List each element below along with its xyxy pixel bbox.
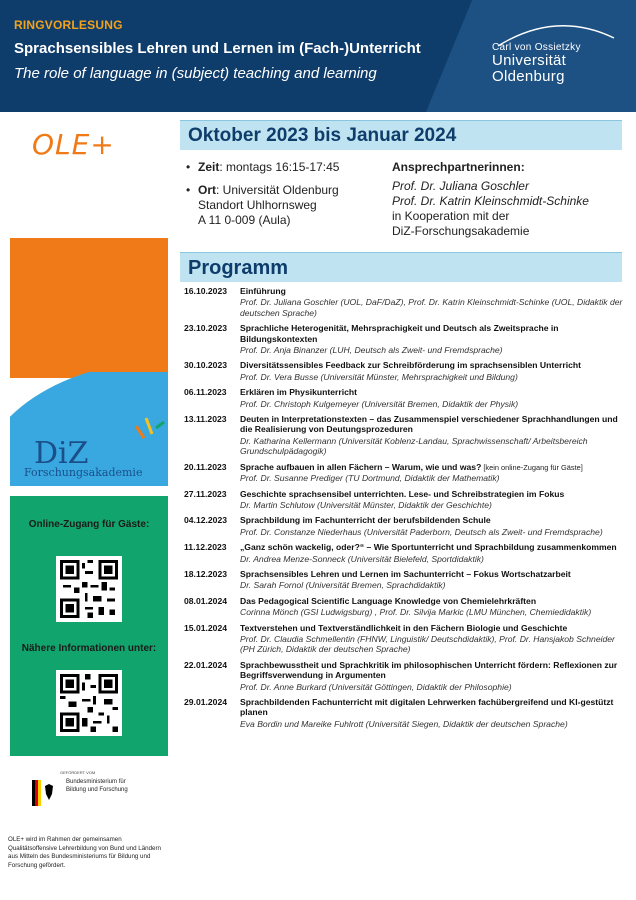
entry-title: Diversitätssensibles Feedback zur Schreibförderung im sprachsensiblen Unterricht bbox=[240, 360, 581, 371]
entry-date: 04.12.2023 bbox=[184, 515, 228, 526]
qr-code-info[interactable] bbox=[56, 670, 122, 736]
cooperation-line: in Kooperation mit der bbox=[392, 209, 510, 223]
contact-person-1: Prof. Dr. Juliana Goschler bbox=[392, 179, 529, 193]
access-panel bbox=[10, 496, 168, 756]
federal-eagle-icon bbox=[32, 780, 54, 806]
entry-body bbox=[240, 623, 628, 655]
program-entry bbox=[184, 323, 628, 355]
program-entry bbox=[184, 515, 628, 537]
event-info bbox=[186, 160, 386, 236]
entry-title-line bbox=[240, 462, 628, 473]
entry-body bbox=[240, 414, 628, 457]
program-entry bbox=[184, 489, 628, 511]
entry-date: 06.11.2023 bbox=[184, 387, 227, 398]
program-entry bbox=[184, 596, 628, 618]
entry-title-line bbox=[240, 697, 628, 719]
entry-title-line bbox=[240, 414, 628, 436]
entry-title: „Ganz schön wackelig, oder?“ – Wie Sportunterricht und Sprachbildung zusammenkommen bbox=[240, 542, 617, 553]
entry-date: 13.11.2023 bbox=[184, 414, 227, 425]
online-access-label: Online-Zugang für Gäste: bbox=[28, 519, 150, 530]
diz-mark-icon bbox=[130, 408, 168, 448]
program-heading: Programm bbox=[188, 257, 289, 279]
entry-body bbox=[240, 596, 628, 618]
entry-speaker: Prof. Dr. Anne Burkard (Universität Göttingen, Didaktik der Philosophie) bbox=[240, 681, 512, 692]
time-row bbox=[186, 160, 386, 175]
program-entry bbox=[184, 660, 628, 692]
title-german: Sprachsensibles Lehren und Lernen im (Fach-)Unterricht bbox=[14, 40, 421, 57]
header-banner bbox=[0, 0, 636, 112]
entry-note: [kein online-Zugang für Gäste] bbox=[481, 462, 583, 472]
entry-speaker: Prof. Dr. Constanze Niederhaus (Universität Paderborn, Deutsch als Zweit- und Fremdsprache) bbox=[240, 526, 603, 537]
program-list bbox=[184, 286, 628, 734]
entry-title: Deuten in Interpretationstexten – das Zusammenspiel verschiedener Sprachhandlungen und die Realisierung von Deutungsprozeduren bbox=[240, 414, 618, 435]
program-entry bbox=[184, 542, 628, 564]
qr-code-online[interactable] bbox=[56, 556, 122, 622]
entry-body bbox=[240, 489, 628, 511]
program-entry bbox=[184, 697, 628, 729]
period-heading: Oktober 2023 bis Januar 2024 bbox=[188, 125, 457, 146]
entry-speaker: Prof. Dr. Claudia Schmellentin (FHNW, Linguistik/ Deutschdidaktik), Prof. Dr. Hansjakob Schneider (PH Zürich, Didaktik der deutschen Sprache) bbox=[240, 633, 615, 655]
program-entry bbox=[184, 462, 628, 484]
entry-speaker: Dr. Andrea Menze-Sonneck (Universität Bielefeld, Sportdidaktik) bbox=[240, 553, 484, 564]
entry-title-line bbox=[240, 387, 628, 398]
university-arc-icon bbox=[496, 16, 616, 56]
entry-speaker: Prof. Dr. Juliana Goschler (UOL, DaF/DaZ), Prof. Dr. Katrin Kleinschmidt-Schinke (UOL, Didaktik der deutschen Sprache) bbox=[240, 297, 623, 318]
contacts-heading: Ansprechpartnerinnen: bbox=[392, 160, 525, 174]
entry-title-line bbox=[240, 489, 628, 500]
entry-body bbox=[240, 542, 628, 564]
contact-info bbox=[392, 160, 628, 239]
entry-speaker: Dr. Sarah Fornol (Universität Bremen, Sprachdidaktik) bbox=[240, 580, 446, 591]
university-line2: Universität bbox=[492, 52, 567, 69]
entry-body bbox=[240, 660, 628, 692]
location-row bbox=[186, 183, 386, 228]
series-tag: RINGVORLESUNG bbox=[14, 18, 123, 32]
university-logo bbox=[492, 28, 612, 85]
program-entry bbox=[184, 414, 628, 457]
entry-title-line bbox=[240, 515, 628, 526]
bmbf-logo bbox=[32, 770, 162, 820]
entry-body bbox=[240, 697, 628, 729]
diz-subtitle: Forschungsakademie bbox=[24, 466, 143, 479]
diz-logo: DiZ bbox=[34, 436, 89, 471]
entry-title: Textverstehen und Textverständlichkeit in den Fächern Biologie und Geschichte bbox=[240, 622, 568, 633]
qr-code-icon bbox=[60, 560, 118, 618]
time-label: Zeit bbox=[198, 160, 220, 174]
entry-title-line bbox=[240, 323, 628, 345]
entry-title-line bbox=[240, 623, 628, 634]
entry-speaker: Corinna Mönch (GSI Ludwigsburg) , Prof. Dr. Silvija Markic (LMU München, Chemiedidaktik) bbox=[240, 607, 592, 618]
entry-title: Sprachbildenden Fachunterricht mit digitalen Lehrwerken fachübergreifend und KI-gestützt planen bbox=[240, 697, 614, 718]
cooperation-partner: DiZ-Forschungsakademie bbox=[392, 224, 530, 238]
entry-speaker: Eva Bordin und Mareike Fuhlrott (Universität Siegen, Didaktik der deutschen Sprache) bbox=[240, 718, 568, 729]
entry-speaker: Prof. Dr. Susanne Prediger (TU Dortmund, Didaktik der Mathematik) bbox=[240, 473, 500, 484]
program-entry bbox=[184, 623, 628, 655]
location-line3: A 11 0-009 (Aula) bbox=[198, 213, 291, 227]
entry-body bbox=[240, 515, 628, 537]
program-bar bbox=[180, 252, 622, 282]
entry-date: 16.10.2023 bbox=[184, 286, 228, 296]
ministry-name: Bundesministerium für Bildung und Forschung bbox=[66, 779, 128, 793]
entry-title: Sprachbildung im Fachunterricht der berufsbildenden Schule bbox=[240, 515, 491, 526]
entry-body bbox=[240, 286, 628, 318]
more-info-label: Nähere Informationen unter: bbox=[21, 643, 157, 654]
program-entry bbox=[184, 360, 628, 382]
entry-speaker: Prof. Dr. Anja Binanzer (LUH, Deutsch als Zweit- und Fremdsprache) bbox=[240, 345, 503, 356]
entry-title-line bbox=[240, 286, 628, 297]
location-line2: Standort Uhlhornsweg bbox=[198, 198, 317, 212]
entry-speaker: Dr. Martin Schlutow (Universität Münster, Didaktik der Geschichte) bbox=[240, 499, 492, 510]
time-value: : montags 16:15-17:45 bbox=[219, 160, 340, 174]
entry-title: Einführung bbox=[240, 286, 286, 296]
entry-speaker: Prof. Dr. Christoph Kulgemeyer (Universität Bremen, Didaktik der Physik) bbox=[240, 398, 519, 409]
entry-title: Sprachbewusstheit und Sprachkritik im philosophischen Unterricht fördern: Reflexionen zur Begriffsverwendung in Argumenten bbox=[240, 659, 618, 681]
entry-title-line bbox=[240, 660, 628, 682]
funded-by-label: GEFÖRDERT VOM bbox=[60, 770, 96, 775]
program-entry bbox=[184, 569, 628, 591]
qr-code-icon bbox=[60, 674, 118, 732]
entry-title: Erklären im Physikunterricht bbox=[240, 387, 358, 398]
entry-body bbox=[240, 323, 628, 355]
entry-date: 29.01.2024 bbox=[184, 697, 228, 707]
contact-person-2: Prof. Dr. Katrin Kleinschmidt-Schinke bbox=[392, 194, 589, 208]
entry-title: Geschichte sprachsensibel unterrichten. Lese- und Schreibstrategien im Fokus bbox=[240, 488, 565, 499]
entry-date: 30.10.2023 bbox=[184, 360, 228, 371]
ole-logo: OLE+ bbox=[32, 128, 115, 161]
entry-date: 11.12.2023 bbox=[184, 542, 227, 553]
entry-title-line bbox=[240, 360, 628, 371]
entry-speaker: Dr. Katharina Kellermann (Universität Koblenz-Landau, Sprachwissenschaft/ Arbeitsbereich Grundschulpädagogik) bbox=[240, 435, 588, 457]
program-entry bbox=[184, 286, 628, 318]
entry-date: 20.11.2023 bbox=[184, 461, 227, 472]
entry-title: Sprache aufbauen in allen Fächern – Warum, wie und was? bbox=[240, 461, 482, 472]
entry-title: Das Pedagogical Scientific Language Knowledge von Chemielehrkräften bbox=[240, 595, 537, 606]
entry-date: 27.11.2023 bbox=[184, 488, 227, 499]
entry-body bbox=[240, 360, 628, 382]
entry-body bbox=[240, 387, 628, 409]
entry-title: Sprachsensibles Lehren und Lernen im Sachunterricht – Fokus Wortschatzarbeit bbox=[240, 568, 571, 579]
entry-body bbox=[240, 462, 628, 484]
entry-title-line bbox=[240, 569, 628, 580]
program-entry bbox=[184, 387, 628, 409]
period-bar bbox=[180, 120, 622, 150]
location-value: : Universität Oldenburg bbox=[216, 183, 339, 197]
funding-note: OLE+ wird im Rahmen der gemeinsamen Qualitätsoffensive Lehrerbildung von Bund und Ländern aus Mitteln des Bundesministeriums für Bildung und Forschung gefördert. bbox=[8, 836, 161, 869]
university-line1: Carl von Ossietzky bbox=[492, 42, 581, 53]
entry-body bbox=[240, 569, 628, 591]
entry-title-line bbox=[240, 542, 628, 553]
entry-title: Sprachliche Heterogenität, Mehrsprachigkeit und Deutsch als Zweitsprache in Bildungskontexten bbox=[240, 323, 559, 344]
location-label: Ort bbox=[198, 183, 216, 197]
title-english: The role of language in (subject) teaching and learning bbox=[14, 65, 377, 82]
entry-title-line bbox=[240, 596, 628, 607]
entry-speaker: Prof. Dr. Vera Busse (Universität Münster, Mehrsprachigkeit und Bildung) bbox=[240, 371, 518, 382]
ole-diz-panel bbox=[10, 118, 168, 486]
university-line3: Oldenburg bbox=[492, 68, 565, 85]
entry-date: 08.01.2024 bbox=[184, 595, 228, 606]
entry-date: 15.01.2024 bbox=[184, 622, 228, 633]
entry-date: 18.12.2023 bbox=[184, 568, 228, 579]
entry-date: 23.10.2023 bbox=[184, 323, 228, 334]
entry-date: 22.01.2024 bbox=[184, 659, 228, 670]
